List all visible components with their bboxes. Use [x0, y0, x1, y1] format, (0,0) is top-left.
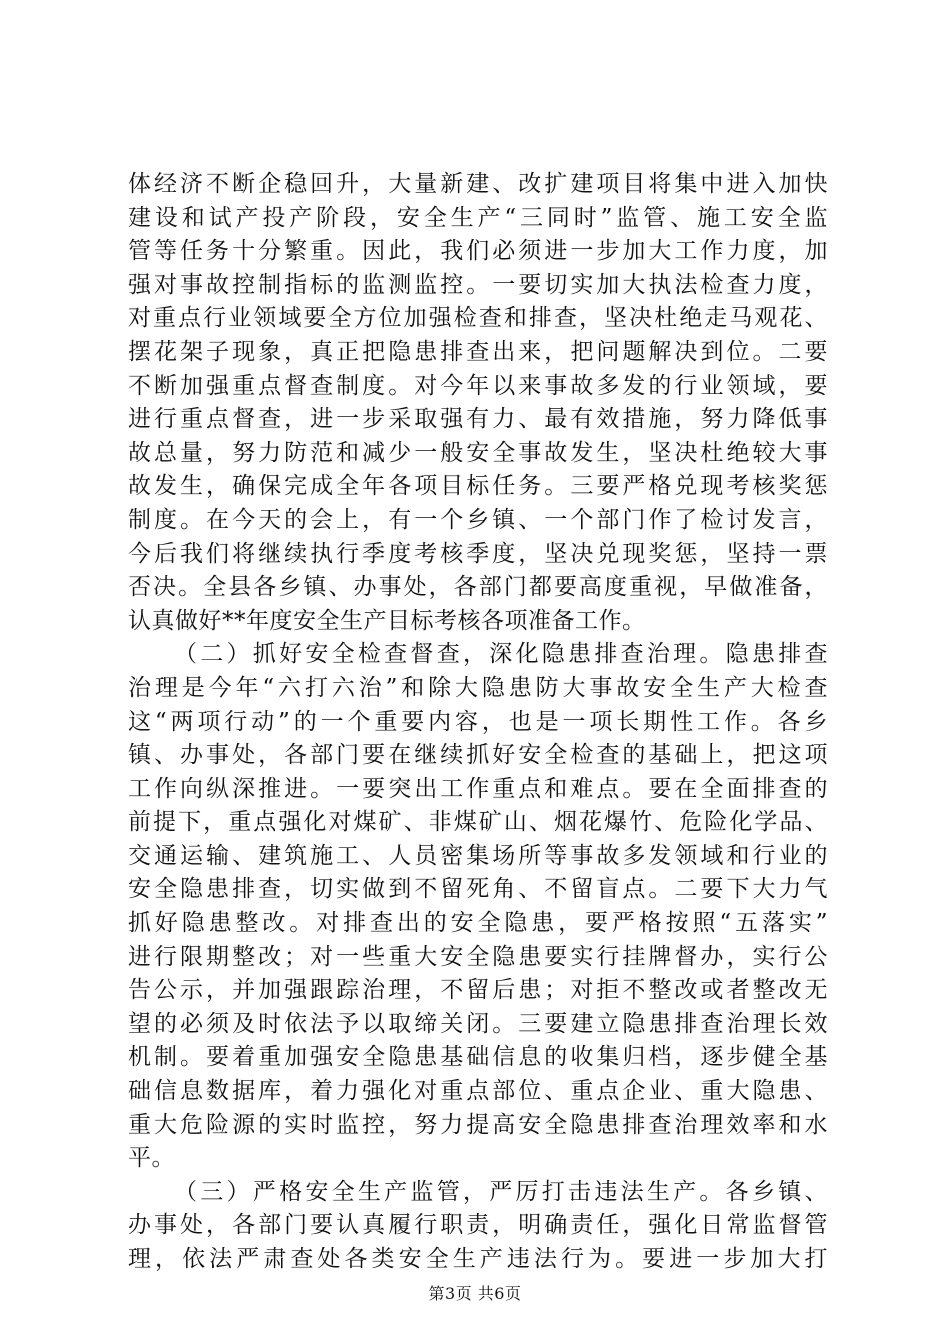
text-line: 故总量，努力防范和减少一般安全事故发生，坚决杜绝较大事: [128, 439, 828, 466]
text-line: 故发生，确保完成全年各项目标任务。三要严格兑现考核奖惩: [128, 473, 828, 500]
text-line: 治理是今年“六打六治”和除大隐患防大事故安全生产大检查: [128, 674, 828, 701]
text-line: 前提下，重点强化对煤矿、非煤矿山、烟花爆竹、危险化学品、: [128, 809, 828, 836]
text-line: 管等任务十分繁重。因此，我们必须进一步加大工作力度，加: [128, 238, 828, 265]
text-line: 重大危险源的实时监控，努力提高安全隐患排查治理效率和水: [128, 1111, 828, 1138]
text-line: 望的必须及时依法予以取缔关闭。三要建立隐患排查治理长效: [128, 1010, 828, 1037]
text-line: 告公示，并加强跟踪治理，不留后患；对拒不整改或者整改无: [128, 977, 828, 1004]
section-heading-line: （二）抓好安全检查督查，深化隐患排查治理。隐患排查: [174, 641, 828, 668]
text-line: 办事处，各部门要认真履行职责，明确责任，强化日常监督管: [128, 1212, 828, 1239]
section-heading-line: （三）严格安全生产监管，严厉打击违法生产。各乡镇、: [174, 1178, 828, 1205]
text-line: 强对事故控制指标的监测监控。一要切实加大执法检查力度，: [128, 271, 828, 298]
body-text: [128, 168, 828, 1277]
text-line: 体经济不断企稳回升，大量新建、改扩建项目将集中进入加快: [128, 171, 828, 197]
text-line: 机制。要着重加强安全隐患基础信息的收集归档，逐步健全基: [128, 1044, 828, 1071]
page-footer: 第3页 共6页: [428, 1284, 522, 1303]
text-line: 进行重点督查，进一步采取强有力、最有效措施，努力降低事: [128, 406, 828, 433]
text-line: 认真做好**年度安全生产目标考核各项准备工作。: [128, 607, 646, 634]
text-line: 进行限期整改；对一些重大安全隐患要实行挂牌督办，实行公: [128, 943, 828, 970]
text-line: 不断加强重点督查制度。对今年以来事故多发的行业领域，要: [128, 372, 828, 399]
text-line: 对重点行业领域要全方位加强检查和排查，坚决杜绝走马观花、: [128, 305, 828, 332]
text-line: 今后我们将继续执行季度考核季度，坚决兑现奖惩，坚持一票: [128, 540, 828, 567]
text-line: 建设和试产投产阶段，安全生产“三同时”监管、施工安全监: [128, 204, 828, 231]
text-line: 镇、办事处，各部门要在继续抓好安全检查的基础上，把这项: [128, 742, 828, 769]
text-line: 这“两项行动”的一个重要内容，也是一项长期性工作。各乡: [128, 708, 828, 735]
text-line: 平。: [128, 1145, 175, 1172]
text-line: 抓好隐患整改。对排查出的安全隐患，要严格按照“五落实”: [128, 910, 828, 937]
text-line: 工作向纵深推进。一要突出工作重点和难点。要在全面排查的: [128, 775, 828, 802]
text-line: 制度。在今天的会上，有一个乡镇、一个部门作了检讨发言，: [128, 506, 828, 533]
text-line: 安全隐患排查，切实做到不留死角、不留盲点。二要下大力气: [128, 876, 828, 903]
text-line: 理，依法严肃查处各类安全生产违法行为。要进一步加大打: [128, 1246, 828, 1272]
text-line: 否决。全县各乡镇、办事处，各部门都要高度重视，早做准备，: [128, 574, 828, 601]
text-line: 交通运输、建筑施工、人员密集场所等事故多发领域和行业的: [128, 842, 828, 869]
text-line: 础信息数据库，着力强化对重点部位、重点企业、重大隐患、: [128, 1078, 828, 1105]
text-line: 摆花架子现象，真正把隐患排查出来，把问题解决到位。二要: [128, 338, 828, 365]
